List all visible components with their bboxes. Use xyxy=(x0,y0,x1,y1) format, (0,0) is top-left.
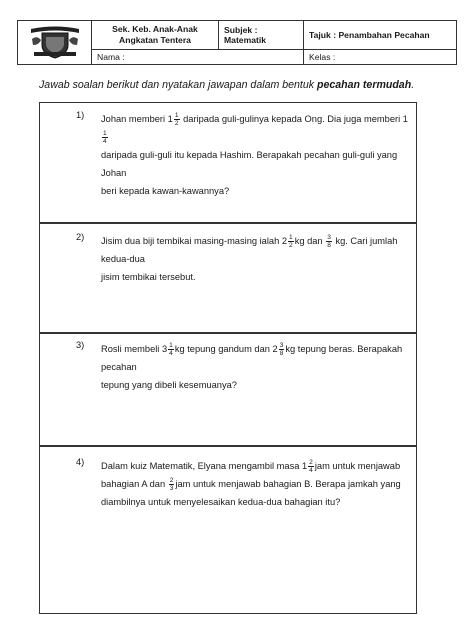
name-field[interactable]: Nama : xyxy=(92,49,304,64)
question-text xyxy=(101,457,411,511)
question-line xyxy=(101,493,411,511)
fraction xyxy=(168,342,174,357)
text-run: kg tepung beras. Berapakah pecahan xyxy=(101,344,403,372)
question-line xyxy=(101,475,411,493)
fraction-denominator: 8 xyxy=(279,350,284,358)
text-run: bahagian A dan xyxy=(101,479,168,489)
text-run: daripada guli-gulinya kepada Ong. Dia juga memberi 1 xyxy=(180,114,408,124)
fraction-numerator: 3 xyxy=(327,234,331,242)
text-run: daripada guli-guli itu kepada Hashim. Berapakah pecahan guli-guli yang Johan xyxy=(101,150,398,178)
text-run: Dalam kuiz Matematik, Elyana mengambil masa 1 xyxy=(101,461,308,471)
class-field[interactable]: Kelas : xyxy=(304,49,457,64)
fraction-numerator: 1 xyxy=(289,234,293,242)
question-number: 3) xyxy=(76,340,85,350)
question-box-2 xyxy=(39,223,417,333)
fraction-numerator: 2 xyxy=(309,459,313,467)
fraction-denominator: 4 xyxy=(169,350,173,358)
school-crest-icon xyxy=(28,25,82,59)
question-line xyxy=(101,457,411,475)
question-number: 4) xyxy=(76,457,85,467)
text-run: kg tepung gandum dan 2 xyxy=(174,344,278,354)
question-box-1 xyxy=(39,102,417,223)
question-line xyxy=(101,182,411,200)
text-run: Jisim dua biji tembikai masing-masing ialah 2 xyxy=(101,236,288,246)
question-box-3 xyxy=(39,333,417,446)
header-table xyxy=(17,20,457,65)
instructions-text: Jawab soalan berikut dan nyatakan jawapan dalam bentuk xyxy=(39,79,317,91)
instructions-end: . xyxy=(411,79,415,91)
fraction-denominator: 4 xyxy=(103,138,107,146)
question-line xyxy=(101,146,411,182)
question-line xyxy=(101,268,411,286)
fraction xyxy=(102,130,108,145)
fraction-numerator: 1 xyxy=(174,112,179,120)
question-line xyxy=(101,340,411,376)
school-name: Sek. Keb. Anak-Anak Angkatan Tentera xyxy=(92,21,219,50)
question-line xyxy=(101,232,411,268)
question-text xyxy=(101,340,411,394)
topic-cell: Tajuk : Penambahan Pecahan xyxy=(304,21,457,50)
text-run: kg dan xyxy=(294,236,326,246)
question-line xyxy=(101,376,411,394)
text-run: diambilnya untuk menyelesaikan kedua-dua bahagian itu? xyxy=(101,497,341,507)
text-run: Rosli membeli 3 xyxy=(101,344,168,354)
question-box-4 xyxy=(39,446,417,614)
school-logo xyxy=(18,21,92,65)
text-run: jisim tembikai tersebut. xyxy=(101,272,196,282)
fraction xyxy=(279,342,285,357)
text-run: beri kepada kawan-kawannya? xyxy=(101,186,230,196)
instructions xyxy=(39,79,439,91)
fraction-numerator: 3 xyxy=(279,342,284,350)
fraction xyxy=(169,477,175,492)
instructions-emphasis: pecahan termudah xyxy=(316,79,412,91)
fraction xyxy=(174,112,180,127)
fraction xyxy=(308,459,314,474)
fraction-numerator: 1 xyxy=(169,342,173,350)
question-number: 1) xyxy=(76,110,85,120)
subject-cell: Subjek : Matematik xyxy=(219,21,304,50)
text-run: Johan memberi 1 xyxy=(101,114,173,124)
fraction-numerator: 2 xyxy=(169,477,174,485)
fraction-denominator: 2 xyxy=(174,120,179,128)
text-run: jam untuk menjawab bahagian B. Berapa jamkah yang xyxy=(175,479,401,489)
text-run: jam untuk menjawab xyxy=(314,461,401,471)
question-number: 2) xyxy=(76,232,85,242)
question-line xyxy=(101,110,411,146)
fraction-denominator: 3 xyxy=(169,485,174,493)
question-text xyxy=(101,110,411,200)
fraction xyxy=(326,234,332,249)
text-run: tepung yang dibeli kesemuanya? xyxy=(101,380,237,390)
fraction-denominator: 2 xyxy=(289,242,293,250)
question-text xyxy=(101,232,411,286)
fraction xyxy=(288,234,294,249)
fraction-denominator: 4 xyxy=(309,467,313,475)
fraction-numerator: 1 xyxy=(103,130,107,138)
fraction-denominator: 8 xyxy=(327,242,331,250)
text-run: kg. Cari jumlah kedua-dua xyxy=(101,236,398,264)
